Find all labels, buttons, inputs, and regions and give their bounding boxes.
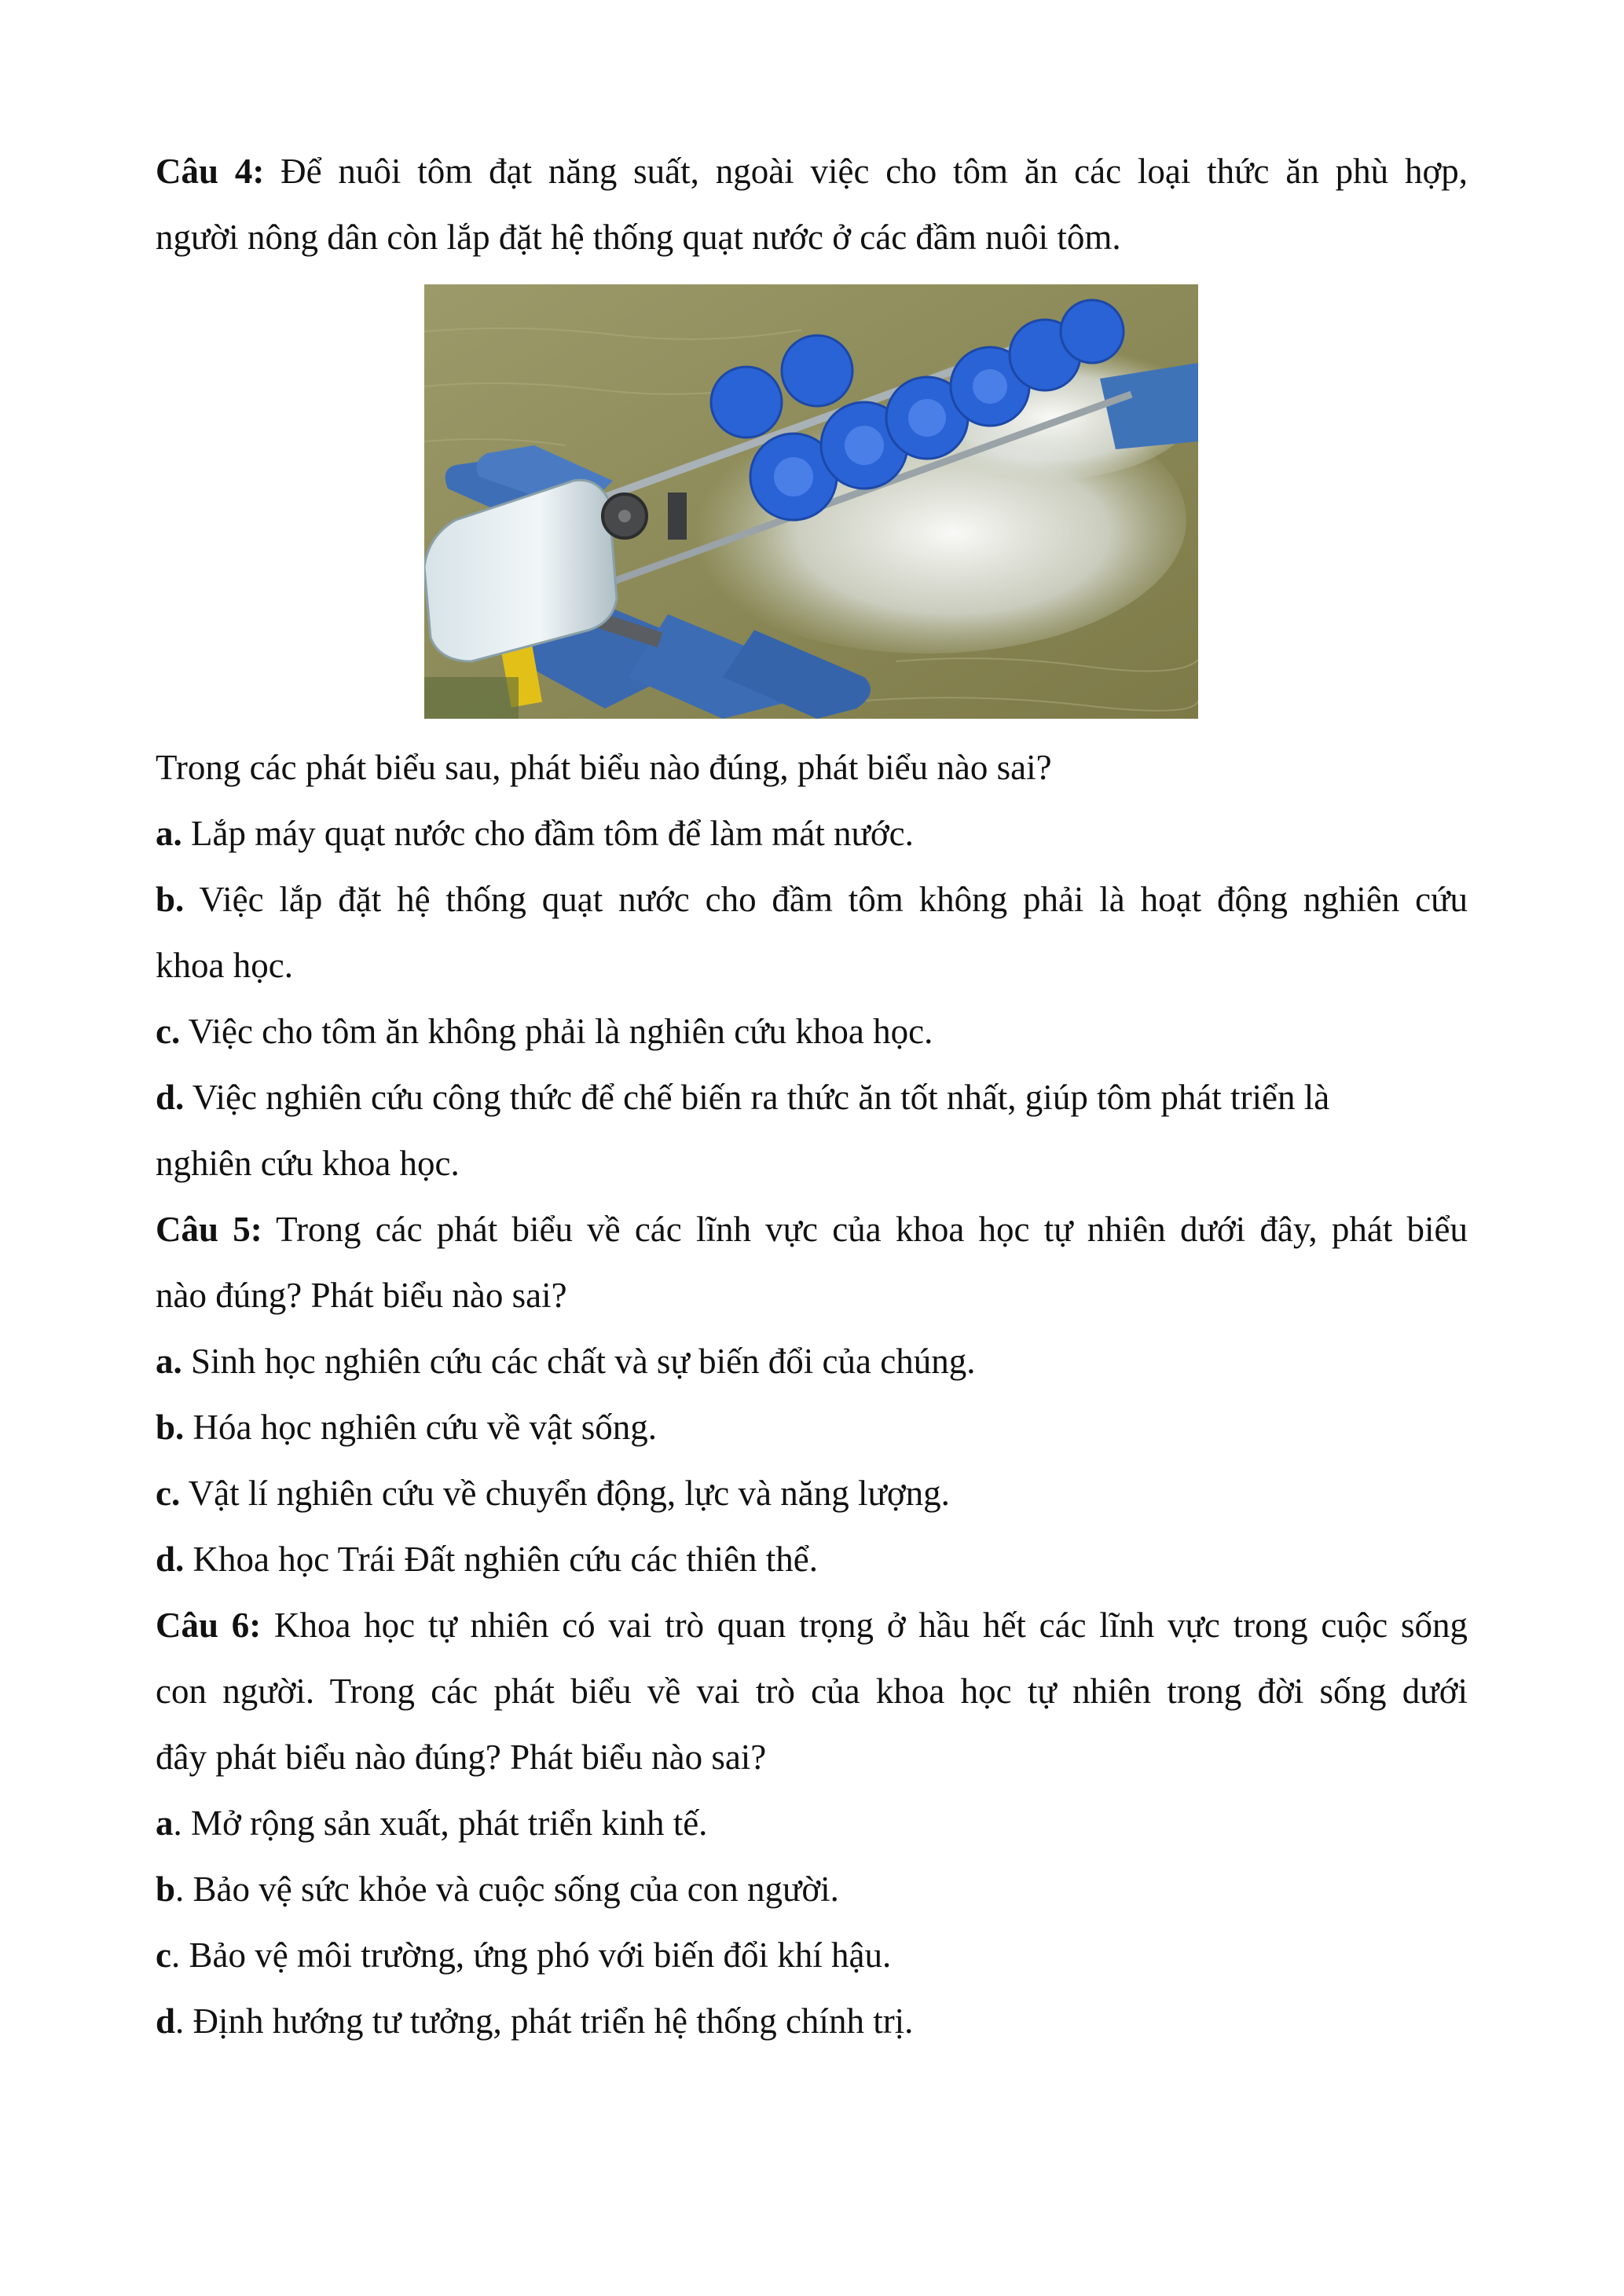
q5-option-d <box>156 1537 818 1581</box>
q4-prompt: Trong các phát biểu sau, phát biểu nào đúng, phát biểu nào sai? <box>156 748 1052 787</box>
q6-option-d <box>156 1999 913 2043</box>
q4-option-b <box>156 877 1468 921</box>
q6-line-3: đây phát biểu nào đúng? Phát biểu nào sai? <box>156 1738 767 1777</box>
q5-label: Câu 5: <box>156 1210 262 1249</box>
q6-line-1 <box>156 1603 1468 1647</box>
q6-option-c-key: c <box>156 1935 171 1975</box>
q6-option-c-text: . Bảo vệ môi trường, ứng phó với biến đổi khí hậu. <box>170 1935 892 1975</box>
q6-option-d-key: d <box>156 2001 176 2041</box>
q6-option-d-text: . Định hướng tư tưởng, phát triển hệ thống chính trị. <box>175 2001 914 2041</box>
q5-option-a-text: Sinh học nghiên cứu các chất và sự biến đổi của chúng. <box>181 1342 976 1381</box>
q5-option-a <box>156 1339 975 1383</box>
q6-option-c <box>156 1933 891 1977</box>
q4-text-1: Để nuôi tôm đạt năng suất, ngoài việc cho tôm ăn các loại thức ăn phù hợp, <box>264 152 1468 191</box>
q4-option-d-cont: nghiên cứu khoa học. <box>156 1144 460 1183</box>
q5-option-d-text: Khoa học Trái Đất nghiên cứu các thiên thể. <box>184 1540 818 1579</box>
q4-option-d-text: Việc nghiên cứu công thức để chế biến ra thức ăn tốt nhất, giúp tôm phát triển là <box>184 1078 1330 1117</box>
q5-option-c-key: c. <box>156 1474 181 1513</box>
q5-option-c <box>156 1471 950 1515</box>
q5-option-a-key: a. <box>156 1342 182 1381</box>
q4-label: Câu 4: <box>156 152 265 191</box>
q5-option-c-text: Vật lí nghiên cứu về chuyển động, lực và năng lượng. <box>180 1474 950 1513</box>
shrimp-pond-paddlewheel-aerator-photo <box>424 284 1198 719</box>
q5-option-b-text: Hóa học nghiên cứu về vật sống. <box>184 1408 658 1447</box>
q6-label: Câu 6: <box>156 1606 262 1645</box>
q6-option-a-key: a <box>156 1803 174 1843</box>
q4-option-b-text: Việc lắp đặt hệ thống quạt nước cho đầm tôm không phải là hoạt động nghiên cứu <box>184 880 1468 919</box>
q4-option-a-key: a. <box>156 814 182 853</box>
q6-line-2: con người. Trong các phát biểu về vai trò của khoa học tự nhiên trong đời sống dưới <box>156 1672 1468 1711</box>
q5-line-1 <box>156 1207 1468 1251</box>
q4-option-d-key: d. <box>156 1078 185 1117</box>
q6-option-b <box>156 1867 839 1911</box>
q4-option-d <box>156 1075 1329 1119</box>
q6-option-a-text: . Mở rộng sản xuất, phát triển kinh tế. <box>173 1803 708 1843</box>
q6-text-1: Khoa học tự nhiên có vai trò quan trọng ở hầu hết các lĩnh vực trong cuộc sống <box>261 1606 1468 1645</box>
q6-option-a <box>156 1801 707 1845</box>
q4-line-1 <box>156 149 1468 193</box>
q4-option-a-text: Lắp máy quạt nước cho đầm tôm để làm mát nước. <box>181 814 914 853</box>
q5-option-b <box>156 1405 657 1449</box>
q6-option-b-text: . Bảo vệ sức khỏe và cuộc sống của con người. <box>175 1869 839 1909</box>
q4-option-c-text: Việc cho tôm ăn không phải là nghiên cứu khoa học. <box>180 1012 933 1051</box>
q4-option-c-key: c. <box>156 1012 181 1051</box>
q4-line-2: người nông dân còn lắp đặt hệ thống quạt nước ở các đầm nuôi tôm. <box>156 218 1121 257</box>
q5-option-b-key: b. <box>156 1408 185 1447</box>
q4-option-a <box>156 811 914 855</box>
q4-option-b-key: b. <box>156 880 185 919</box>
q6-option-b-key: b <box>156 1869 176 1909</box>
q5-line-2: nào đúng? Phát biểu nào sai? <box>156 1276 567 1315</box>
q4-option-c <box>156 1009 933 1053</box>
q4-option-b-cont: khoa học. <box>156 946 293 985</box>
q5-text-1: Trong các phát biểu về các lĩnh vực của khoa học tự nhiên dưới đây, phát biểu <box>262 1210 1468 1249</box>
q5-option-d-key: d. <box>156 1540 185 1579</box>
